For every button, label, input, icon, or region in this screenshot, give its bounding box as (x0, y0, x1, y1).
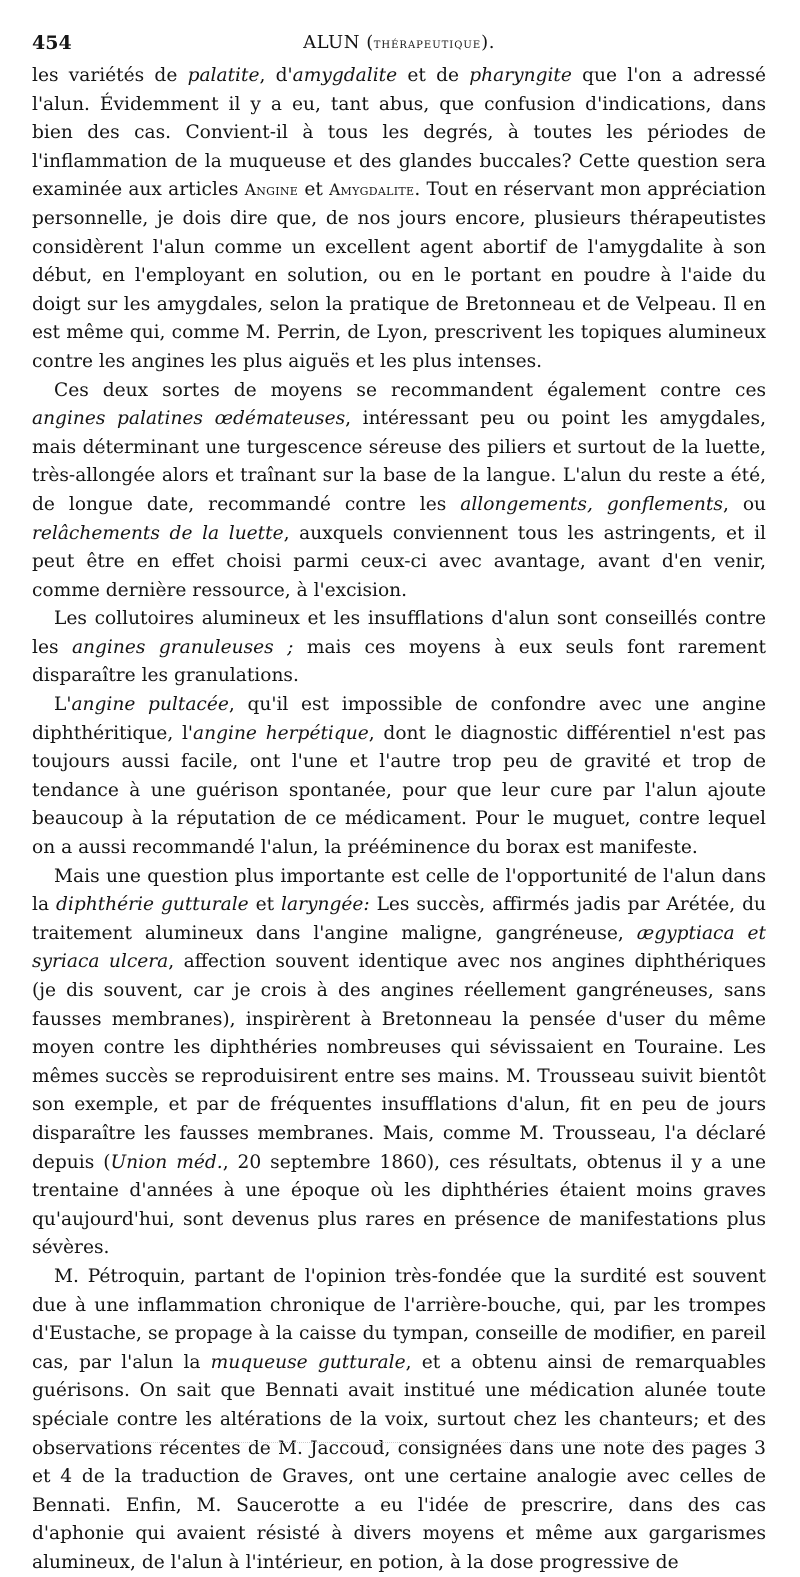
text-run: les variétés de (32, 65, 188, 86)
text-run: , affection souvent identique avec nos angines diphthériques (je dis souvent, car je crois à des angines réellement gangréneuses, sans fausses membranes), inspirèrent à Bretonneau la pensée d'user du même moyen contre les diphthéries nombreuses qui sévissaient en Touraine. Les mêmes succès se reproduisirent entre ses mains. M. Trousseau suivit bientôt son exemple, et par de fréquentes insufflations d'alun, fit en peu de jours disparaître les fausses membranes. Mais, comme M. Trousseau, l'a déclaré depuis ( (32, 951, 766, 1173)
paragraph (32, 863, 766, 1263)
text-run: M. Pétroquin, partant de l'opinion très-fondée que la surdité est souvent due à une inflammation chronique de l'arrière-bouche, qui, par les trompes d'Eustache, se propage à la caisse du tympan, conseille de modifier, en pareil cas, par l'alun la (32, 1265, 766, 1373)
italic-run: muqueuse gutturale (210, 1351, 406, 1373)
text-run: et (248, 894, 282, 916)
text-run: , et a obtenu ainsi de remarquables guérisons. On sait que Bennati avait institué une médication alunée toute spéciale contre les altérations de la voix, surtout chez les chanteurs; et des observations récentes de M. Jaccoud, consignées dans une note des pages 3 et 4 de la traduction de Graves, ont une certaine analogie avec celles de Bennati. Enfin, M. Saucerotte a eu l'idée de prescrire, dans des cas d'aphonie qui avaient résisté à divers moyens et même aux gargarismes alumineux, de l'alun à l'intérieur, en potion, à la dose progressive de (32, 1351, 766, 1573)
running-title-sub: thérapeutique (373, 36, 482, 52)
running-head (32, 28, 766, 62)
text-run: . Tout en réservant mon appréciation personnelle, je dois dire que, de nos jours encore, plusieurs thérapeutistes considèrent l'alun comme un excellent agent abortif de l'amygdalite à son début, en l'employant en solution, ou en le portant en poudre à l'aide du doigt sur les amygdales, selon la pratique de Bretonneau et de Velpeau. Il en est même qui, comme M. Perrin, de Lyon, prescrivent les topiques alumineux contre les angines les plus aiguës et les plus intenses. (32, 179, 767, 372)
italic-run: diphthérie gutturale (55, 894, 249, 916)
italic-run: angine herpétique (193, 722, 369, 744)
text-run: Ces deux sortes de moyens se recommandent également contre ces (54, 379, 766, 401)
page-number: 454 (32, 32, 72, 54)
page-bottom-marks (60, 1442, 740, 1445)
text-run: , d' (259, 65, 293, 86)
text-run: Les collutoires alumineux et les insufflations d'alun sont conseillés contre les (32, 608, 766, 658)
italic-run: amygdalite (292, 65, 398, 86)
italic-run: ægyptiaca et syriaca ulcera (32, 922, 766, 973)
text-run: et (298, 179, 330, 201)
italic-run: palatite (187, 65, 260, 86)
running-title (32, 32, 766, 53)
text-run: mais ces moyens à eux seuls font rarement disparaître les granulations. (32, 636, 767, 687)
italic-run: pharyngite (469, 65, 572, 86)
text-run: et de (397, 65, 470, 86)
paragraph (32, 1263, 766, 1577)
running-title-open: ( (359, 32, 374, 53)
paragraph (32, 691, 766, 863)
text-run: , qu'il est impossible de confondre avec une angine diphthéritique, l' (32, 694, 766, 744)
paragraph (32, 62, 766, 377)
small-caps-run: Amygdalite (329, 181, 415, 200)
italic-run: laryngée: (281, 894, 370, 916)
text-run: , dont le diagnostic différentiel n'est pas toujours aussi facile, ont l'une et l'autre trop peu de gravité et trop de tendance à une guérison spontanée, pour que leur cure par l'alun ajoute beaucoup à la réputation de ce médicament. Pour le muguet, contre lequel on a aussi recommandé l'alun, la prééminence du borax est manifeste. (32, 722, 766, 859)
italic-run: relâchements de la luette (32, 522, 284, 544)
text-run: Les succès, affirmés jadis par Arétée, du traitement alumineux dans l'angine maligne, gangréneuse, (32, 894, 766, 944)
paragraph (32, 377, 766, 606)
running-title-main: ALUN (303, 32, 360, 53)
paragraph (32, 605, 766, 691)
body-text (32, 62, 766, 1577)
text-run: que l'on a adressé l'alun. Évidemment il y a eu, tant abus, que confusion d'indications, dans bien des cas. Convient-il à tous les degrés, à toutes les périodes de l'inflammation de la muqueuse et des glandes buccales? Cette question sera examinée aux articles (32, 65, 766, 201)
italic-run: allongements, gonflements (460, 493, 723, 515)
text-run: L' (54, 694, 72, 716)
italic-run: Union méd. (110, 1151, 223, 1173)
text-run: , auxquels conviennent tous les astringents, et il peut être en effet choisi parmi ceux-ci avec avantage, avant d'en venir, comme dernière ressource, à l'excision. (32, 522, 767, 601)
italic-run: angines granuleuses ; (71, 636, 294, 658)
small-caps-run: Angine (244, 181, 299, 200)
italic-run: angines palatines œdémateuses (32, 408, 346, 430)
running-title-close: ). (481, 32, 495, 53)
italic-run: angine pultacée (71, 694, 229, 716)
text-run: , ou (722, 493, 766, 515)
text-run: , intéressant peu ou point les amygdales, mais déterminant une turgescence séreuse des piliers et surtout de la luette, très-allongée alors et traînant sur la base de la langue. L'alun du reste a été, de longue date, recommandé contre les (32, 408, 767, 515)
text-run: Mais une question plus importante est celle de l'opportunité de l'alun dans la (32, 865, 766, 916)
text-run: , 20 septembre 1860), ces résultats, obtenus il y a une trentaine d'années à une époque où les diphthéries étaient moins graves qu'aujourd'hui, sont devenus plus rares en présence de manifestations plus sévères. (32, 1151, 767, 1259)
